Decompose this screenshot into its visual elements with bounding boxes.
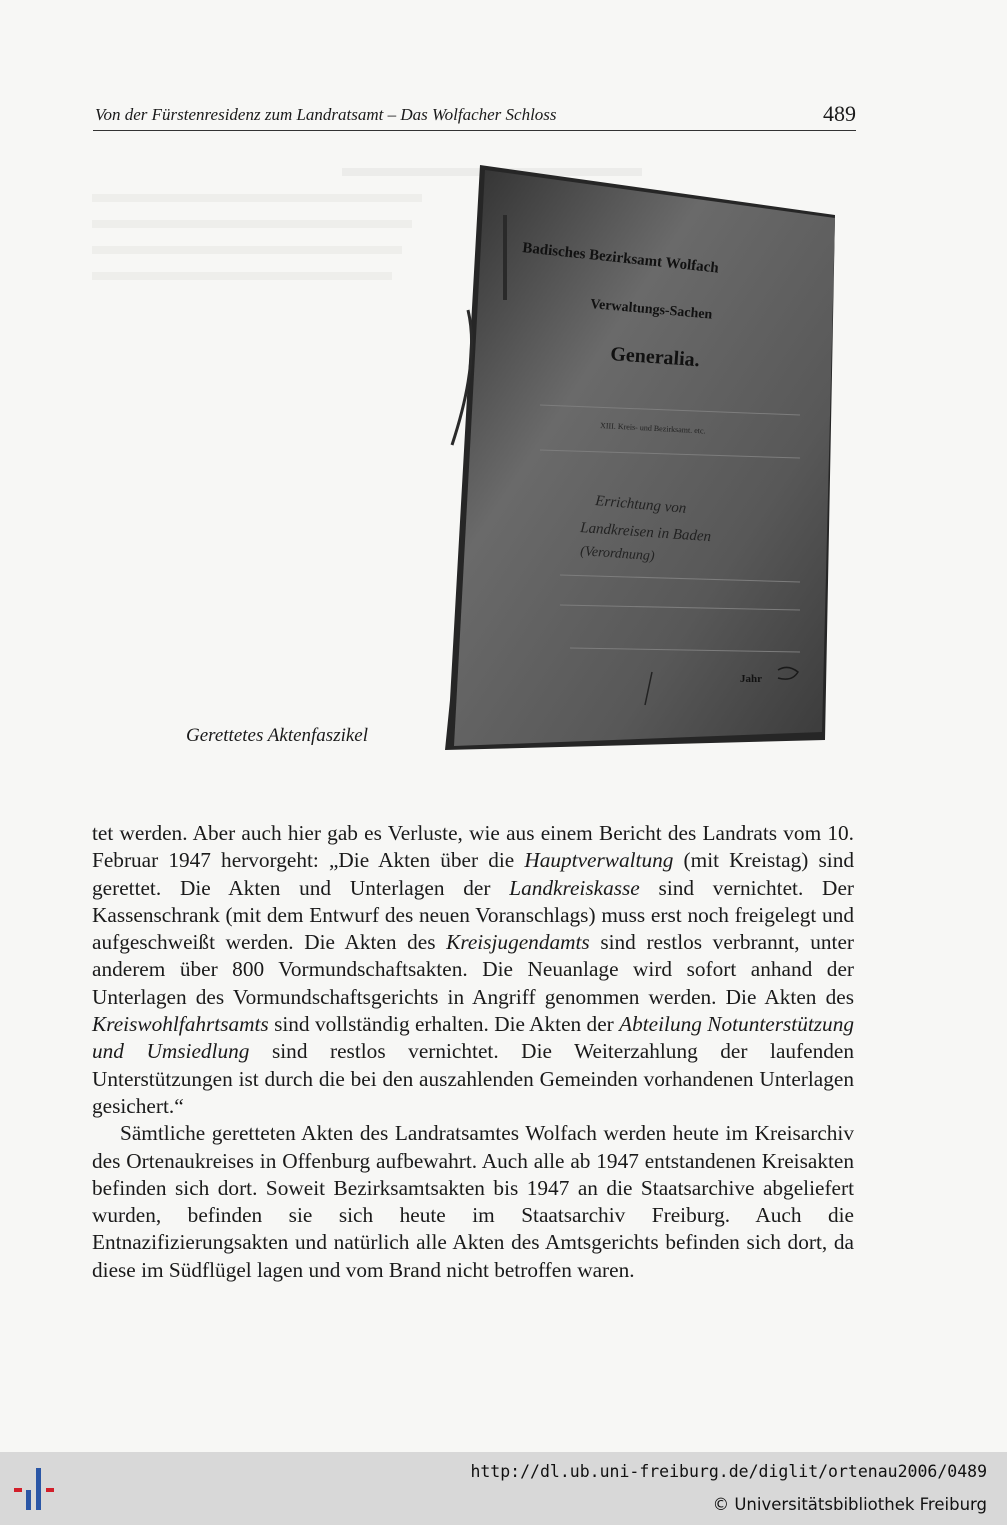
library-logo-icon bbox=[12, 1466, 64, 1512]
file-folder-photo bbox=[440, 160, 845, 752]
folder-section-label: XIII. Kreis- und Bezirksamt. etc. bbox=[599, 421, 706, 436]
paragraph-1: tet werden. Aber auch hier gab es Verluste, wie aus einem Bericht des Landrats vom 10. Februar 1947 hervorgeht: „Die Akten über die Hauptverwaltung (mit Kreistag) sind gerettet. Die Akten und Unterlagen der Landkreiskasse sind vernichtet. Der Kassenschrank (mit dem Entwurf des neuen Voranschlags) muss erst noch freigelegt und aufgeschweißt werden. Die Akten des Kreisjugendamts sind restlos verbrannt, unter anderem über 800 Vormundschaftsakten. Die Neuanlage wird sofort anhand der Unterlagen des Vormundschaftsgerichts in Angriff genommen werden. Die Akten des Kreiswohlfahrtsamts sind vollständig erhalten. Die Akten der Abteilung Notunterstützung und Umsiedlung sind restlos vernichtet. Die Weiterzahlung der laufenden Unterstützungen ist durch die bei den auszahlenden Gemeinden vorhandenen Unterlagen gesichert.“ bbox=[92, 821, 855, 1118]
folder-category-label: Verwaltungs-Sachen bbox=[589, 297, 713, 323]
running-head-title: Von der Fürstenresidenz zum Landratsamt – Das Wolfacher Schloss bbox=[95, 105, 557, 124]
viewer-footer bbox=[0, 1452, 1007, 1525]
figure-caption: Gerettetes Aktenfaszikel bbox=[186, 725, 369, 746]
source-url-link[interactable]: http://dl.ub.uni-freiburg.de/diglit/ortenau2006/0489 bbox=[470, 1462, 987, 1481]
folder-heading-label: Generalia. bbox=[609, 343, 701, 372]
body-text bbox=[92, 820, 854, 1284]
page-number: 489 bbox=[823, 101, 856, 126]
folder-office-label: Badisches Bezirksamt Wolfach bbox=[521, 240, 720, 277]
folder-handwriting-3: (Verordnung) bbox=[579, 544, 655, 565]
paragraph-2: Sämtliche geretteten Akten des Landratsamtes Wolfach werden heute im Kreisarchiv des Ortenaukreises in Offenburg aufbewahrt. Auch alle ab 1947 entstandenen Kreisakten befinden sich dort. Soweit Bezirksamtsakten bis 1947 an die Staatsarchive abgeliefert wurden, befinden sie sich heute im Staatsarchiv Freiburg. Auch die Entnazifizierungsakten und natürlich alle Akten des Amtsgerichts befinden sich dort, da diese im Südflügel lagen und vom Brand nicht betroffen waren. bbox=[92, 1121, 854, 1282]
copyright-notice: © Universitätsbibliothek Freiburg bbox=[712, 1495, 987, 1514]
folder-handwriting-2: Landkreisen in Baden bbox=[579, 520, 712, 546]
folder-handwriting-1: Errichtung von bbox=[594, 493, 687, 517]
folder-year-label: Jahr bbox=[740, 673, 762, 685]
running-head bbox=[93, 103, 856, 131]
